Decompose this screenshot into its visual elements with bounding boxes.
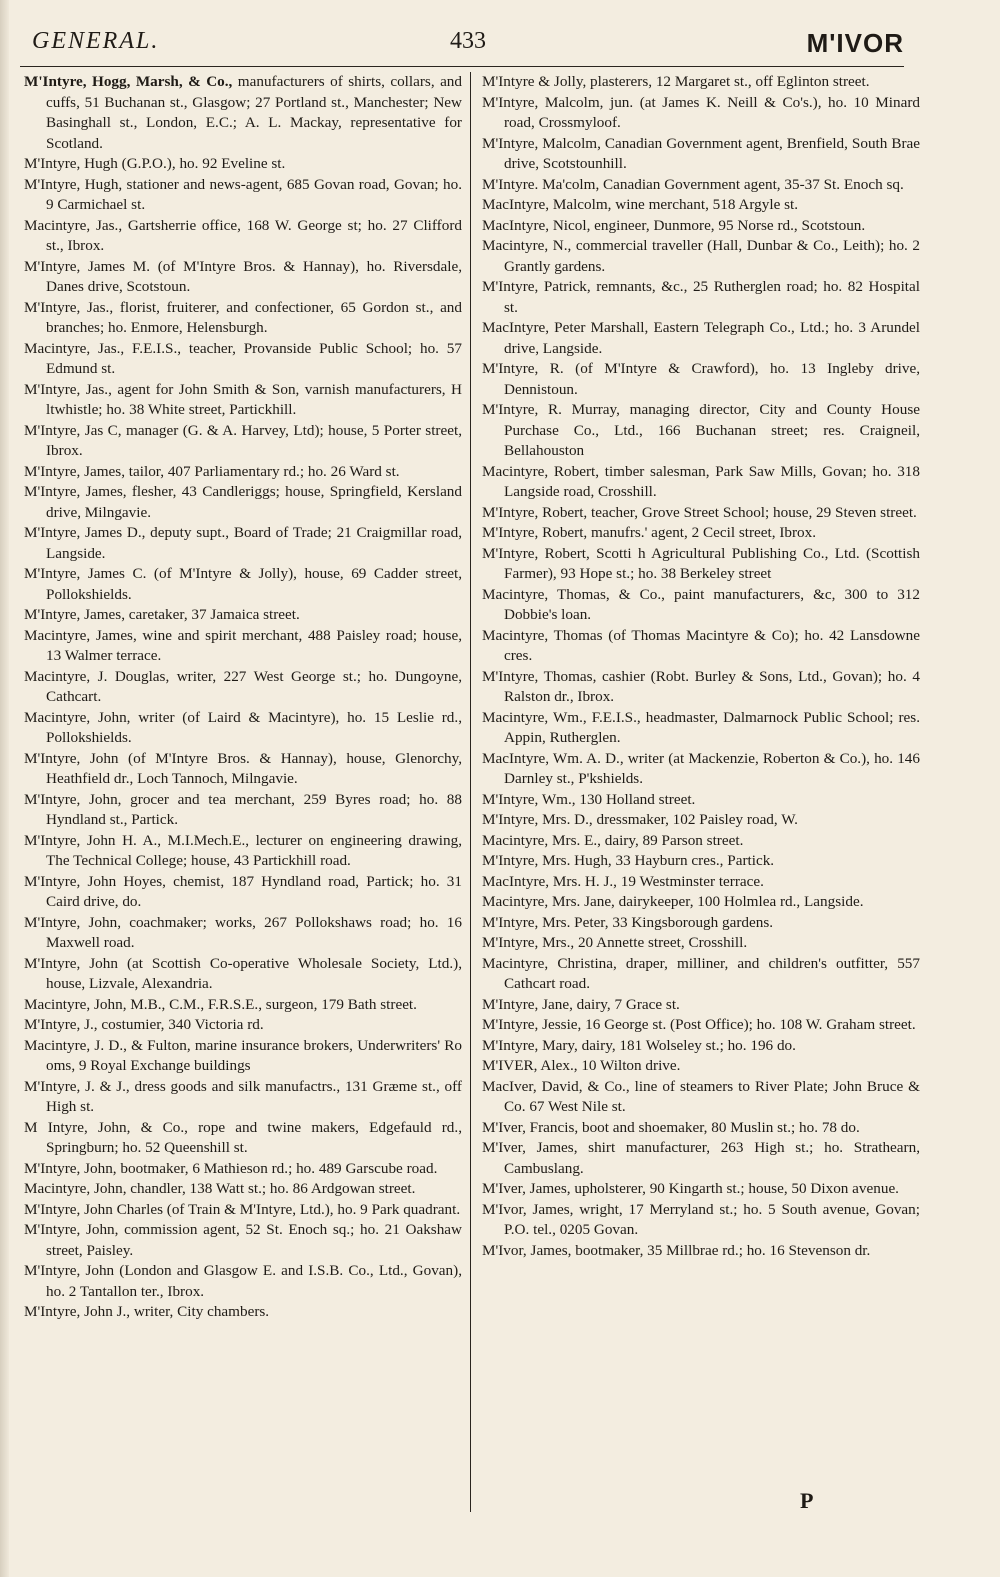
directory-entry xyxy=(24,708,462,749)
directory-entry xyxy=(482,1138,920,1179)
entry-text: Macintyre, John, writer (of Laird & Macintyre), ho. 15 Leslie rd., Pollokshields. xyxy=(24,708,462,746)
directory-entry xyxy=(24,954,462,995)
column-divider xyxy=(470,72,471,1512)
entry-text: M'IVER, Alex., 10 Wilton drive. xyxy=(482,1057,681,1074)
entry-text: M'Intyre, John (at Scottish Co-operative Wholesale Society, Ltd.), house, Lizvale, Alexandria. xyxy=(24,954,462,992)
directory-entry xyxy=(24,1261,462,1302)
directory-entry xyxy=(482,708,920,749)
directory-entry xyxy=(482,913,920,934)
entry-text: M'Intyre, Mrs. D., dressmaker, 102 Paisley road, W. xyxy=(482,811,798,828)
directory-entry xyxy=(24,1118,462,1159)
directory-entry xyxy=(482,1200,920,1241)
running-head: M'IVOR xyxy=(806,28,904,58)
directory-entry xyxy=(482,359,920,400)
entry-text: Macintyre, Mrs. E., dairy, 89 Parson street. xyxy=(482,831,744,849)
directory-entry xyxy=(24,667,462,708)
directory-entry xyxy=(24,462,462,483)
directory-entry xyxy=(482,1241,920,1262)
directory-entry xyxy=(24,913,462,954)
entry-text: M'Iver, James, shirt manufacturer, 263 High st.; ho. Strathearn, Cambuslang. xyxy=(482,1139,920,1177)
entry-text: MacIntyre, Malcolm, wine merchant, 518 Argyle st. xyxy=(482,196,799,213)
entry-text: Macintyre, John, chandler, 138 Watt st.; ho. 86 Ardgowan street. xyxy=(24,1180,416,1197)
page-number: 433 xyxy=(450,28,486,54)
entry-text: Macintyre, John, M.B., C.M., F.R.S.E., surgeon, 179 Bath street. xyxy=(24,995,417,1013)
entry-text: M'Intyre, Jas., florist, fruiterer, and confectioner, 65 Gordon st., and branches; ho. Enmore, Helensburgh. xyxy=(24,298,462,336)
directory-entry xyxy=(24,339,462,380)
entry-text: M'Intyre, R. (of M'Intyre & Crawford), ho. 13 Ingleby drive, Dennistoun. xyxy=(482,360,920,398)
entry-text: Macintyre, J. Douglas, writer, 227 West George st.; ho. Dungoyne, Cathcart. xyxy=(24,667,462,705)
directory-entry xyxy=(482,892,920,913)
entry-text: M'Intyre, John, bootmaker, 6 Mathieson rd.; ho. 489 Garscube road. xyxy=(24,1159,438,1177)
entry-text: Macintyre, Thomas (of Thomas Macintyre & Co); ho. 42 Lansdowne cres. xyxy=(482,626,920,664)
entry-text: Macintyre, N., commercial traveller (Hall, Dunbar & Co., Leith); ho. 2 Grantly gardens. xyxy=(482,237,920,275)
directory-entry xyxy=(482,1015,920,1036)
entry-text: M'Intyre, John Charles (of Train & M'Intyre, Ltd.), ho. 9 Park quadrant. xyxy=(24,1200,461,1218)
entry-text: M'Ivor, James, wright, 17 Merryland st.; ho. 5 South avenue, Govan; P.O. tel., 0205 Govan. xyxy=(482,1200,920,1238)
entry-text: M'Iver, James, upholsterer, 90 Kingarth st.; house, 50 Dixon avenue. xyxy=(482,1180,899,1197)
directory-entry xyxy=(482,544,920,585)
entry-text: M'Intyre, Malcolm, Canadian Government agent, Brenfield, South Brae drive, Scotstounhill. xyxy=(482,134,920,172)
entry-text: M'Intyre, James M. (of M'Intyre Bros. & Hannay), ho. Riversdale, Danes drive, Scotstoun. xyxy=(24,257,462,295)
directory-entry xyxy=(24,995,462,1016)
entry-text: M'Intyre, James C. (of M'Intyre & Jolly), house, 69 Cadder street, Pollokshields. xyxy=(24,565,462,603)
directory-entry xyxy=(482,995,920,1016)
directory-entry xyxy=(24,298,462,339)
entry-text: M'Intyre, Patrick, remnants, &c., 25 Rutherglen road; ho. 82 Hospital st. xyxy=(482,278,920,316)
entry-text: MacIver, David, & Co., line of steamers to River Plate; John Bruce & Co. 67 West Nile st. xyxy=(482,1077,920,1115)
directory-entry xyxy=(482,134,920,175)
directory-entry xyxy=(482,277,920,318)
entry-firm-name: M'Intyre, Hogg, Marsh, & Co., xyxy=(24,73,233,90)
entry-text: M'Intyre, Mrs., 20 Annette street, Crosshill. xyxy=(482,934,748,951)
entry-text: M'Intyre, Mrs. Peter, 33 Kingsborough gardens. xyxy=(482,913,774,931)
directory-entry xyxy=(482,1036,920,1057)
entry-text: M'Intyre, Jane, dairy, 7 Grace st. xyxy=(482,995,680,1013)
entry-text: M'Intyre, Jas C, manager (G. & A. Harvey, Ltd); house, 5 Porter street, Ibrox. xyxy=(24,421,462,459)
header-rule xyxy=(20,66,904,67)
entry-text: MacIntyre, Nicol, engineer, Dunmore, 95 Norse rd., Scotstoun. xyxy=(482,216,866,234)
entry-text: Macintyre, Mrs. Jane, dairykeeper, 100 Holmlea rd., Langside. xyxy=(482,893,864,910)
directory-entry xyxy=(482,462,920,503)
directory-entry xyxy=(24,1179,462,1200)
entry-text: Macintyre, James, wine and spirit merchant, 488 Paisley road; house, 13 Walmer terrace. xyxy=(24,626,462,664)
directory-entry xyxy=(482,585,920,626)
entry-text: Macintyre, J. D., & Fulton, marine insurance brokers, Underwriters' Ro oms, 9 Royal Exchange buildings xyxy=(24,1036,462,1074)
entry-text: M'Intyre, John J., writer, City chambers. xyxy=(24,1303,270,1320)
directory-entry xyxy=(482,749,920,790)
directory-entry xyxy=(482,93,920,134)
entry-text: M'Intyre, James, caretaker, 37 Jamaica street. xyxy=(24,606,300,623)
entry-text: MacIntyre, Wm. A. D., writer (at Mackenzie, Roberton & Co.), ho. 146 Darnley st., P'kshields. xyxy=(482,749,920,787)
page-header xyxy=(30,22,904,66)
entry-text: Macintyre, Robert, timber salesman, Park Saw Mills, Govan; ho. 318 Langside road, Crosshill. xyxy=(482,462,920,500)
directory-entry xyxy=(24,626,462,667)
entry-text: M'Intyre, Thomas, cashier (Robt. Burley & Sons, Ltd., Govan); ho. 4 Ralston dr., Ibrox. xyxy=(482,667,920,705)
entry-text: M'Intyre & Jolly, plasterers, 12 Margaret st., off Eglinton street. xyxy=(482,73,870,90)
directory-entry xyxy=(24,72,462,154)
directory-entry xyxy=(482,523,920,544)
entry-text: M'Intyre, Mrs. Hugh, 33 Hayburn cres., Partick. xyxy=(482,852,775,869)
entry-text: M'Intyre, J., costumier, 340 Victoria rd. xyxy=(24,1016,264,1033)
directory-entry xyxy=(24,872,462,913)
directory-entry xyxy=(24,1159,462,1180)
directory-entry xyxy=(482,626,920,667)
directory-entry xyxy=(24,1220,462,1261)
directory-entry xyxy=(482,851,920,872)
entry-text: MacIntyre, Peter Marshall, Eastern Telegraph Co., Ltd.; ho. 3 Arundel drive, Langside. xyxy=(482,319,920,357)
entry-text: M'Intyre, Jas., agent for John Smith & Son, varnish manufacturers, H ltwhistle; ho. 38 White street, Partickhill. xyxy=(24,380,462,418)
directory-entry xyxy=(24,1200,462,1221)
entry-text: M'Intyre, Hugh, stationer and news-agent, 685 Govan road, Govan; ho. 9 Carmichael st. xyxy=(24,175,462,213)
directory-entry xyxy=(24,154,462,175)
entry-text: M'Intyre, James D., deputy supt., Board of Trade; 21 Craigmillar road, Langside. xyxy=(24,524,462,562)
entry-text: Macintyre, Thomas, & Co., paint manufacturers, &c, 300 to 312 Dobbie's loan. xyxy=(482,585,920,623)
directory-entry xyxy=(482,954,920,995)
directory-entry xyxy=(24,790,462,831)
entry-text: M'Intyre, John H. A., M.I.Mech.E., lecturer on engineering drawing, The Technical College; house, 43 Partickhill road. xyxy=(24,831,462,869)
entry-text: M'Intyre, R. Murray, managing director, City and County House Purchase Co., Ltd., 166 Buchanan street; res. Craigneil, Bellahouston xyxy=(482,401,920,459)
directory-entry xyxy=(24,1302,462,1323)
directory-entry xyxy=(24,257,462,298)
directory-entry xyxy=(482,236,920,277)
entry-text: M'Intyre, John Hoyes, chemist, 187 Hyndland road, Partick; ho. 31 Caird drive, do. xyxy=(24,872,462,910)
entry-text: MacIntyre, Mrs. H. J., 19 Westminster terrace. xyxy=(482,872,764,890)
signature-mark: P xyxy=(800,1488,814,1513)
directory-entry xyxy=(482,667,920,708)
section-title: GENERAL. xyxy=(32,28,160,54)
directory-entry xyxy=(482,175,920,196)
directory-entry xyxy=(482,400,920,462)
entry-text: M'Intyre, Malcolm, jun. (at James K. Neill & Co's.), ho. 10 Minard road, Crossmyloof. xyxy=(482,93,920,131)
entry-text: M'Intyre. Ma'colm, Canadian Government agent, 35-37 St. Enoch sq. xyxy=(482,175,904,193)
entry-text: M'Intyre, John, coachmaker; works, 267 Pollokshaws road; ho. 16 Maxwell road. xyxy=(24,913,462,951)
directory-entry xyxy=(24,175,462,216)
directory-entry xyxy=(482,1077,920,1118)
entry-text: M'Intyre, John (of M'Intyre Bros. & Hannay), house, Glenorchy, Heathfield dr., Loch Tannoch, Milngavie. xyxy=(24,749,462,787)
entry-text: M'Intyre, Robert, Scotti h Agricultural Publishing Co., Ltd. (Scottish Farmer), 93 Hope st.; ho. 38 Berkeley street xyxy=(482,544,920,582)
entry-text: M'Intyre, J. & J., dress goods and silk manufactrs., 131 Græme st., off High st. xyxy=(24,1077,462,1115)
directory-entry xyxy=(482,790,920,811)
entry-text: Macintyre, Christina, draper, milliner, and children's outfitter, 557 Cathcart road. xyxy=(482,954,920,992)
entry-text: M'Intyre, Robert, manufrs.' agent, 2 Cecil street, Ibrox. xyxy=(482,524,817,541)
directory-entry xyxy=(482,933,920,954)
directory-entry xyxy=(24,605,462,626)
directory-entry xyxy=(24,831,462,872)
directory-entry xyxy=(24,421,462,462)
page-edge xyxy=(0,0,9,1577)
directory-entry xyxy=(24,749,462,790)
entry-text: M'Intyre, John, commission agent, 52 St. Enoch sq.; ho. 21 Oakshaw street, Paisley. xyxy=(24,1221,462,1259)
directory-entry xyxy=(24,216,462,257)
entry-text: M'Ivor, James, bootmaker, 35 Millbrae rd.; ho. 16 Stevenson dr. xyxy=(482,1241,871,1259)
directory-entry xyxy=(24,482,462,523)
entry-text: Macintyre, Wm., F.E.I.S., headmaster, Dalmarnock Public School; res. Appin, Rutherglen. xyxy=(482,708,920,746)
directory-entry xyxy=(482,503,920,524)
directory-entry xyxy=(482,1056,920,1077)
entry-text: Macintyre, Jas., F.E.I.S., teacher, Provanside Public School; ho. 57 Edmund st. xyxy=(24,339,462,377)
directory-entry xyxy=(482,1179,920,1200)
entry-text: M'Intyre, Hugh (G.P.O.), ho. 92 Eveline st. xyxy=(24,155,286,172)
directory-entry xyxy=(482,318,920,359)
entry-text: Macintyre, Jas., Gartsherrie office, 168 W. George st; ho. 27 Clifford st., Ibrox. xyxy=(24,216,462,254)
directory-entry xyxy=(482,831,920,852)
directory-entry xyxy=(24,1015,462,1036)
directory-entry xyxy=(482,872,920,893)
directory-entry xyxy=(482,195,920,216)
entry-text: M Intyre, John, & Co., rope and twine makers, Edgefauld rd., Springburn; ho. 52 Queenshill st. xyxy=(24,1118,462,1156)
directory-entry xyxy=(482,1118,920,1139)
directory-entry xyxy=(24,1036,462,1077)
entry-text: M'Intyre, Wm., 130 Holland street. xyxy=(482,790,696,808)
directory-entry xyxy=(482,216,920,237)
directory-entry xyxy=(24,380,462,421)
entry-text: M'Iver, Francis, boot and shoemaker, 80 Muslin st.; ho. 78 do. xyxy=(482,1118,860,1136)
directory-entry xyxy=(24,1077,462,1118)
directory-entry xyxy=(482,72,920,93)
entry-text: M'Intyre, Jessie, 16 George st. (Post Office); ho. 108 W. Graham street. xyxy=(482,1016,916,1033)
directory-entry xyxy=(24,564,462,605)
entry-text: M'Intyre, John (London and Glasgow E. and I.S.B. Co., Ltd., Govan), ho. 2 Tantallon ter., Ibrox. xyxy=(24,1262,462,1300)
entry-text: M'Intyre, James, tailor, 407 Parliamentary rd.; ho. 26 Ward st. xyxy=(24,462,400,480)
right-column xyxy=(482,72,920,1261)
entry-text: M'Intyre, Robert, teacher, Grove Street School; house, 29 Steven street. xyxy=(482,503,917,521)
left-column xyxy=(24,72,462,1323)
entry-text: manufacturers of shirts, collars, and cuffs, 51 Buchanan st., Glasgow; 27 Portland st., Manchester; New Basinghall st., London, E.C.; A. L. Mackay, representative for Scotland. xyxy=(46,73,462,152)
entry-text: M'Intyre, John, grocer and tea merchant, 259 Byres road; ho. 88 Hyndland st., Partick. xyxy=(24,790,462,828)
directory-entry xyxy=(24,523,462,564)
directory-entry xyxy=(482,810,920,831)
entry-text: M'Intyre, James, flesher, 43 Candleriggs; house, Springfield, Kersland drive, Milngavie. xyxy=(24,483,462,521)
entry-text: M'Intyre, Mary, dairy, 181 Wolseley st.; ho. 196 do. xyxy=(482,1036,796,1054)
